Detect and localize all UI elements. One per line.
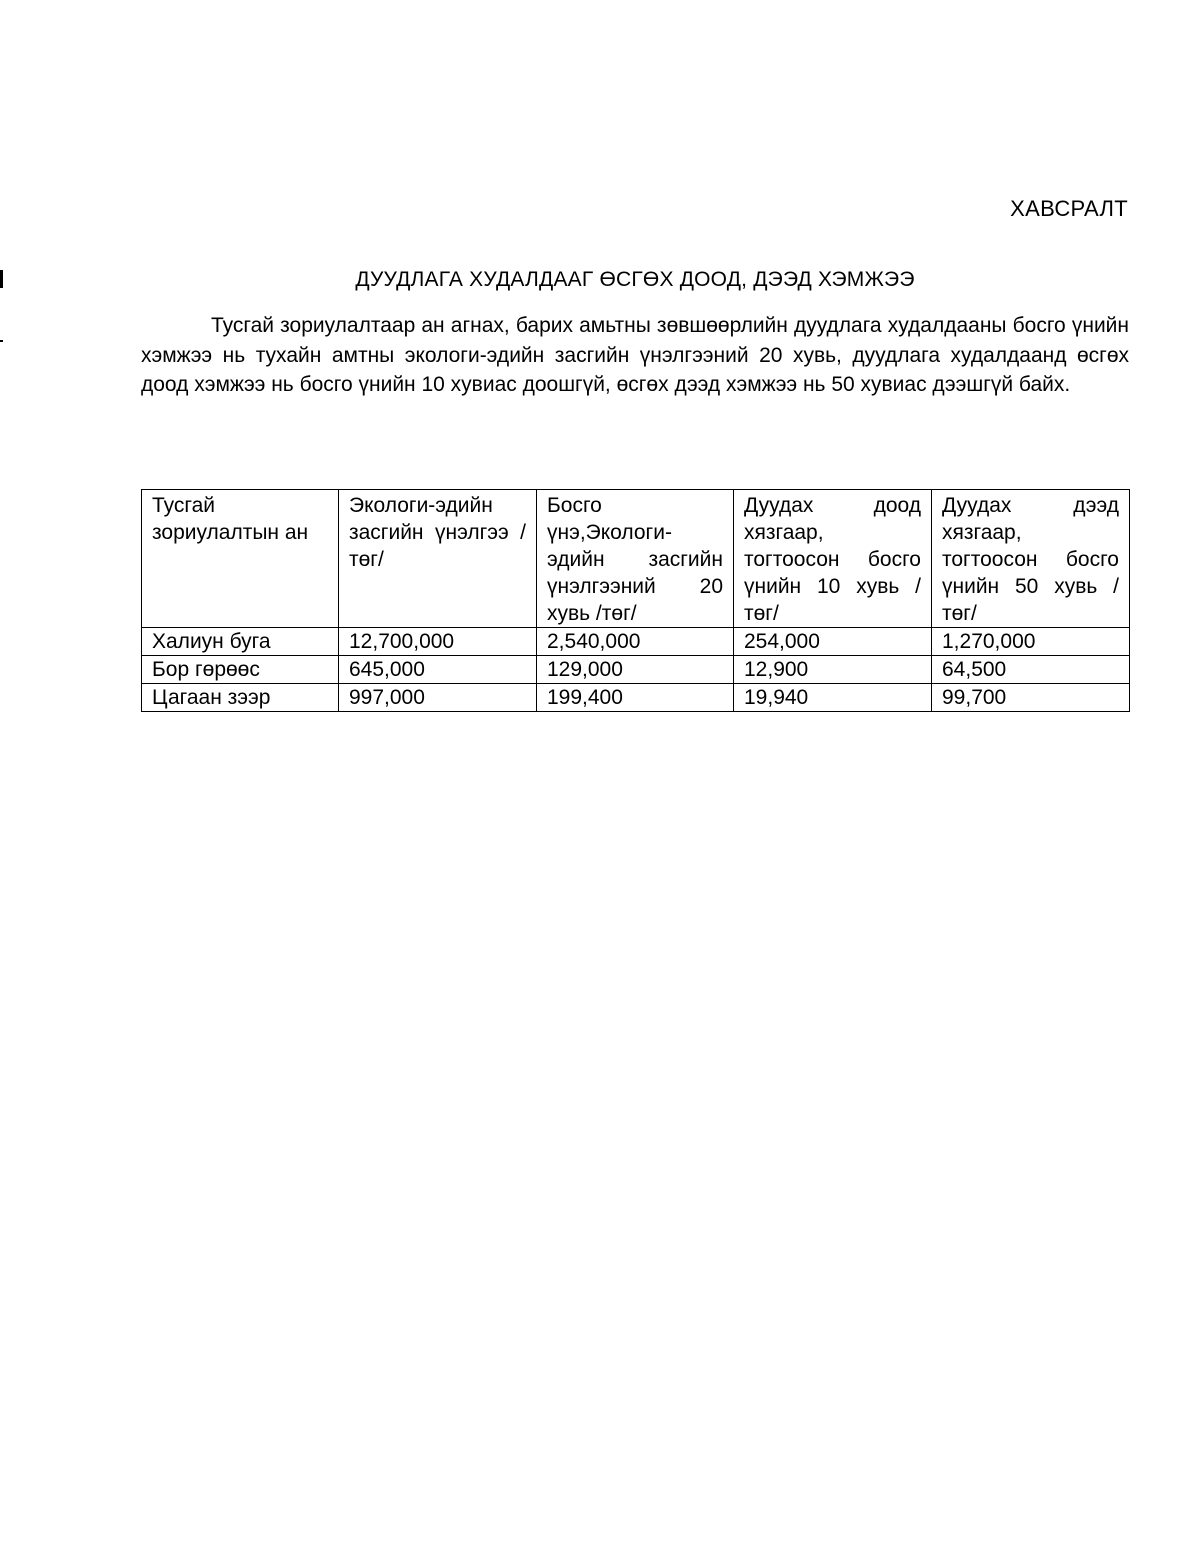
table-header-row: [142, 490, 1130, 628]
header-lower-limit: Дуудах доод хязгаар, тогтоосон босго үнийн 10 хувь /төг/: [734, 490, 932, 628]
table-row: [142, 656, 1130, 684]
table-row: [142, 628, 1130, 656]
body-paragraph: Тусгай зориулалтаар ан агнах, барих амьтны зөвшөөрлийн дуудлага худалдааны босго үнийн хэмжээ нь тухайн амтны экологи-эдийн засгийн үнэлгээний 20 хувь, дуудлага худалдаанд өсгөх доод хэмжээ нь босго үнийн 10 хувиас доошгүй, өсгөх дээд хэмжээ нь 50 хувиас дээшгүй байх.: [141, 314, 1129, 396]
upper-limit-cell: 1,270,000: [932, 628, 1130, 656]
species-cell: Бор гөрөөс: [142, 656, 339, 684]
header-eco-value: Экологи-эдийн засгийн үнэлгээ /төг/: [339, 490, 537, 628]
annex-label: ХАВСРАЛТ: [1010, 196, 1128, 221]
species-cell: Цагаан зээр: [142, 684, 339, 712]
threshold-price-cell: 129,000: [537, 656, 734, 684]
margin-mark: [0, 340, 3, 342]
upper-limit-cell: 99,700: [932, 684, 1130, 712]
upper-limit-cell: 64,500: [932, 656, 1130, 684]
eco-value-cell: 12,700,000: [339, 628, 537, 656]
header-species: Тусгай зориулалтын ан: [142, 490, 339, 628]
header-upper-limit: Дуудах дээд хязгаар, тогтоосон босго үнийн 50 хувь /төг/: [932, 490, 1130, 628]
threshold-price-cell: 2,540,000: [537, 628, 734, 656]
species-cell: Халиун буга: [142, 628, 339, 656]
lower-limit-cell: 19,940: [734, 684, 932, 712]
eco-value-cell: 645,000: [339, 656, 537, 684]
table-row: [142, 684, 1130, 712]
lower-limit-cell: 254,000: [734, 628, 932, 656]
header-threshold-price: Босго үнэ,Экологи-эдийн засгийн үнэлгээний 20 хувь /төг/: [537, 490, 734, 628]
eco-value-cell: 997,000: [339, 684, 537, 712]
document-title: ДУУДЛАГА ХУДАЛДААГ ӨСГӨХ ДООД, ДЭЭД ХЭМЖЭЭ: [355, 268, 915, 291]
lower-limit-cell: 12,900: [734, 656, 932, 684]
auction-price-table: [141, 489, 1130, 712]
threshold-price-cell: 199,400: [537, 684, 734, 712]
